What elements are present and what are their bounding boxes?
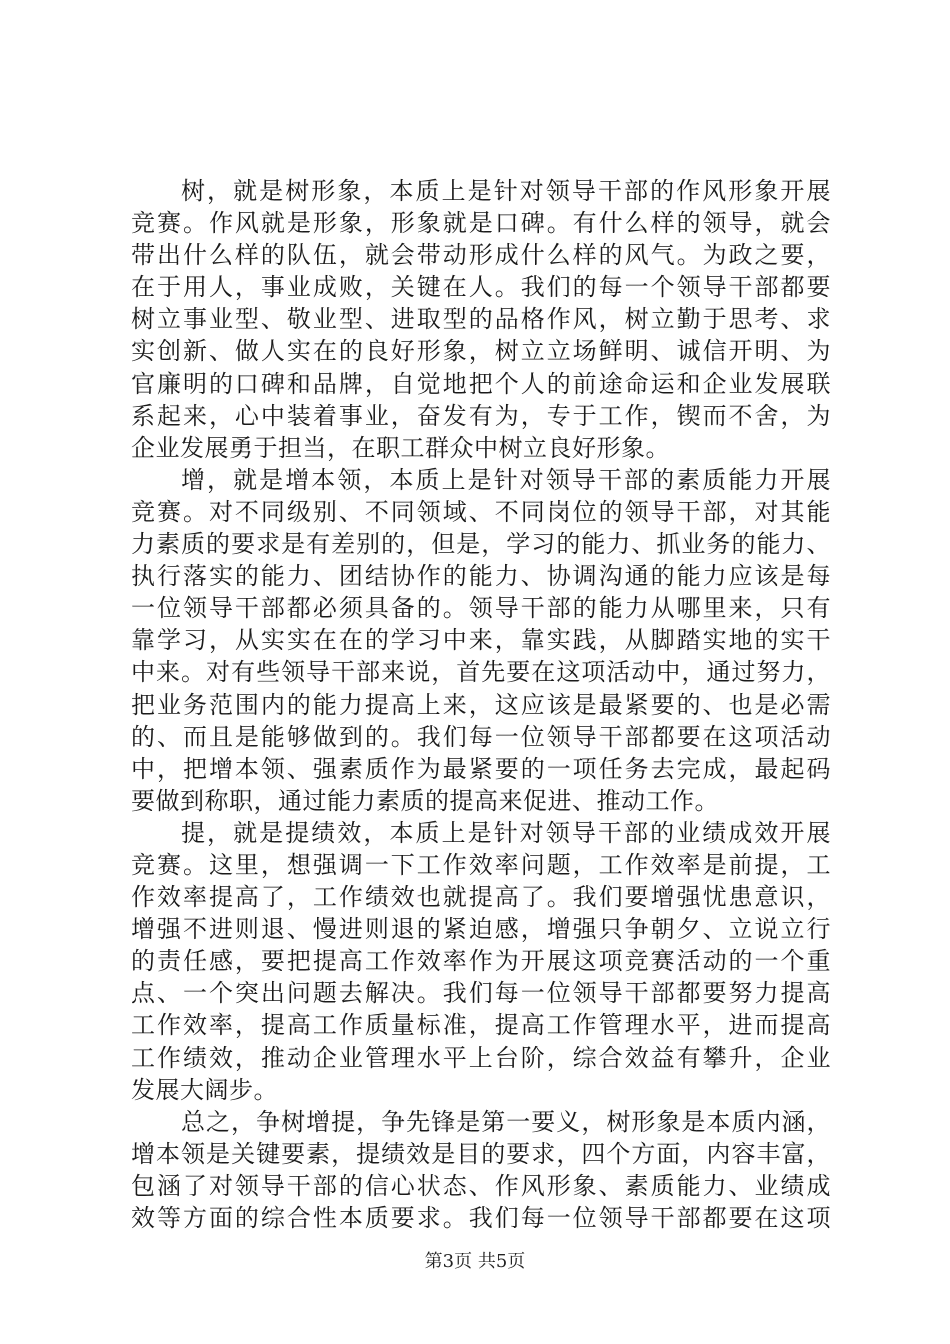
text-line: 竞赛。这里，想强调一下工作效率问题，工作效率是前提，工	[131, 850, 831, 879]
text-line: 企业发展勇于担当，在职工群众中树立良好形象。	[131, 433, 670, 462]
text-line: 提，就是提绩效，本质上是针对领导干部的业绩成效开展	[181, 818, 831, 847]
text-line: 在于用人，事业成败，关键在人。我们的每一个领导干部都要	[131, 273, 831, 302]
text-line: 作效率提高了，工作绩效也就提高了。我们要增强忧患意识，	[131, 883, 831, 912]
paragraph-zeng	[131, 464, 831, 817]
text-line: 执行落实的能力、团结协作的能力、协调沟通的能力应该是每	[131, 562, 831, 591]
text-line: 增，就是增本领，本质上是针对领导干部的素质能力开展	[181, 465, 831, 494]
paragraph-zongzhi	[131, 1106, 831, 1234]
text-line: 发展大阔步。	[131, 1075, 278, 1104]
document-body	[131, 175, 831, 1234]
text-line: 中，把增本领、强素质作为最紧要的一项任务去完成，最起码	[131, 754, 831, 783]
text-line: 要做到称职，通过能力素质的提高来促进、推动工作。	[131, 786, 719, 815]
paragraph-shu	[131, 175, 831, 464]
text-line: 增本领是关键要素，提绩效是目的要求，四个方面，内容丰富，	[131, 1139, 831, 1168]
text-line: 中来。对有些领导干部来说，首先要在这项活动中，通过努力，	[131, 658, 831, 687]
text-line: 实创新、做人实在的良好形象，树立立场鲜明、诚信开明、为	[131, 337, 831, 366]
text-line: 靠学习，从实实在在的学习中来，靠实践，从脚踏实地的实干	[131, 626, 831, 655]
text-line: 系起来，心中装着事业，奋发有为，专于工作，锲而不舍，为	[131, 401, 831, 430]
text-line: 的、而且是能够做到的。我们每一位领导干部都要在这项活动	[131, 722, 831, 751]
text-line: 力素质的要求是有差别的，但是，学习的能力、抓业务的能力、	[131, 530, 831, 559]
text-line: 工作效率，提高工作质量标准，提高工作管理水平，进而提高	[131, 1011, 831, 1040]
text-line: 的责任感，要把提高工作效率作为开展这项竞赛活动的一个重	[131, 947, 831, 976]
text-line: 包涵了对领导干部的信心状态、作风形象、素质能力、业绩成	[131, 1171, 831, 1200]
text-line: 官廉明的口碑和品牌，自觉地把个人的前途命运和企业发展联	[131, 369, 831, 398]
text-line: 工作绩效，推动企业管理水平上台阶，综合效益有攀升，企业	[131, 1043, 831, 1072]
text-line: 竞赛。作风就是形象，形象就是口碑。有什么样的领导，就会	[131, 209, 831, 238]
text-line: 点、一个突出问题去解决。我们每一位领导干部都要努力提高	[131, 979, 831, 1008]
paragraph-ti	[131, 817, 831, 1106]
text-line: 树立事业型、敬业型、进取型的品格作风，树立勤于思考、求	[131, 305, 831, 334]
text-line: 总之，争树增提，争先锋是第一要义，树形象是本质内涵，	[181, 1107, 831, 1136]
page-footer: 第3页 共5页	[424, 1251, 526, 1272]
text-line: 带出什么样的队伍，就会带动形成什么样的风气。为政之要，	[131, 241, 831, 270]
text-line: 效等方面的综合性本质要求。我们每一位领导干部都要在这项	[131, 1204, 831, 1232]
text-line: 把业务范围内的能力提高上来，这应该是最紧要的、也是必需	[131, 690, 831, 719]
text-line: 一位领导干部都必须具备的。领导干部的能力从哪里来，只有	[131, 594, 831, 623]
text-line: 竞赛。对不同级别、不同领域、不同岗位的领导干部，对其能	[131, 497, 831, 526]
text-line: 树，就是树形象，本质上是针对领导干部的作风形象开展	[181, 177, 831, 205]
text-line: 增强不进则退、慢进则退的紧迫感，增强只争朝夕、立说立行	[131, 915, 831, 944]
